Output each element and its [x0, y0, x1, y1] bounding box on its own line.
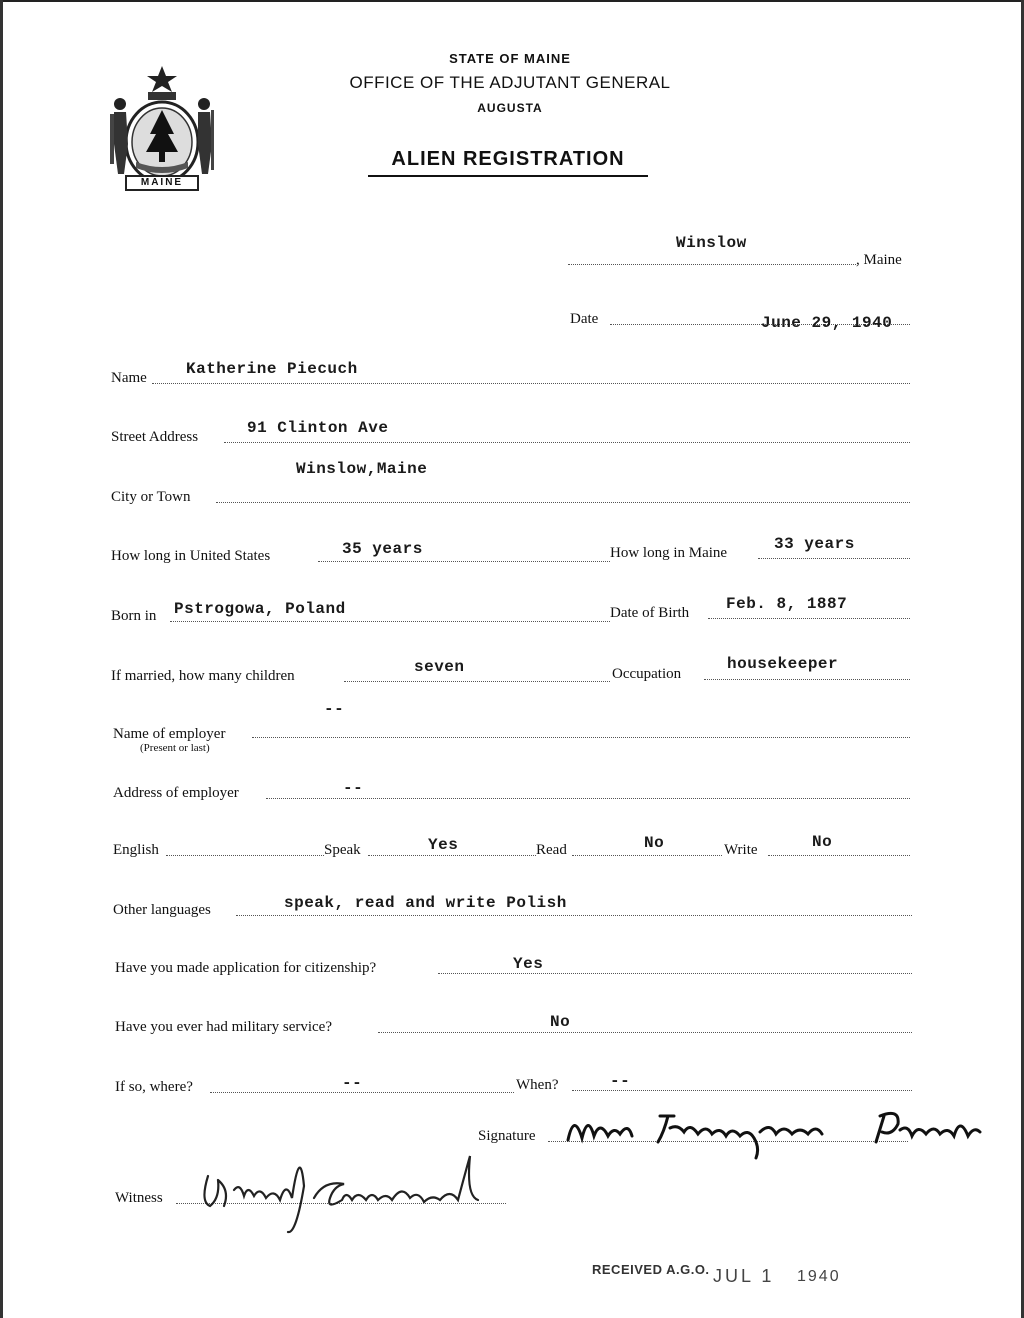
street-dotted-line — [224, 442, 910, 443]
employer-address-value: -- — [343, 779, 364, 797]
name-dotted-line — [152, 383, 910, 384]
write-value: No — [812, 833, 833, 851]
other-languages-label: Other languages — [113, 902, 211, 918]
state-seal-icon — [106, 64, 218, 192]
dob-label: Date of Birth — [610, 605, 690, 621]
title-underline — [368, 175, 648, 177]
citizenship-dotted-line — [438, 973, 912, 974]
children-label: If married, how many children — [111, 668, 295, 684]
maine-duration-label: How long in Maine — [610, 545, 728, 561]
born-in-label: Born in — [111, 608, 157, 624]
received-stamp-year: 1940 — [797, 1268, 841, 1285]
employer-address-dotted-line — [266, 798, 910, 799]
dob-value: Feb. 8, 1887 — [726, 595, 848, 613]
us-duration-value: 35 years — [342, 540, 423, 558]
born-in-value: Pstrogowa, Poland — [174, 600, 346, 618]
read-dotted-line — [572, 855, 722, 856]
signature-label: Signature — [478, 1128, 536, 1144]
citizenship-value: Yes — [513, 955, 544, 973]
english-dotted-line — [166, 855, 324, 856]
write-dotted-line — [768, 855, 910, 856]
occupation-dotted-line — [704, 679, 910, 680]
name-label: Name — [111, 370, 147, 386]
place-dotted-line — [568, 264, 856, 265]
header-state: STATE OF MAINE — [449, 51, 571, 66]
employer-label: Name of employer — [113, 726, 226, 742]
speak-dotted-line — [368, 855, 536, 856]
street-value: 91 Clinton Ave — [247, 419, 389, 437]
military-label: Have you ever had military service? — [115, 1019, 332, 1035]
military-value: No — [550, 1013, 571, 1031]
maine-duration-dotted-line — [758, 558, 910, 559]
when-label: When? — [516, 1077, 559, 1093]
dob-dotted-line — [708, 618, 910, 619]
street-label: Street Address — [111, 429, 199, 445]
when-dotted-line — [572, 1090, 912, 1091]
write-label: Write — [724, 842, 758, 858]
date-value: June 29, 1940 — [761, 314, 893, 332]
other-languages-value: speak, read and write Polish — [284, 894, 567, 912]
occupation-value: housekeeper — [727, 655, 839, 673]
signature-handwriting — [560, 1102, 1000, 1162]
witness-signature-handwriting — [196, 1140, 506, 1236]
header-office: OFFICE OF THE ADJUTANT GENERAL — [349, 73, 671, 92]
received-stamp: RECEIVED A.G.O. — [592, 1262, 710, 1277]
form-title: ALIEN REGISTRATION — [391, 148, 625, 170]
seal-banner-text: MAINE — [140, 177, 184, 188]
where-dotted-line — [210, 1092, 514, 1093]
scan-border-left — [0, 0, 3, 1318]
employer-value: -- — [324, 700, 345, 718]
witness-label: Witness — [115, 1190, 163, 1206]
where-value: -- — [342, 1074, 363, 1092]
employer-dotted-line — [252, 737, 910, 738]
speak-value: Yes — [428, 836, 459, 854]
place-value: Winslow — [676, 234, 747, 252]
us-duration-dotted-line — [318, 561, 610, 562]
header-city: AUGUSTA — [477, 101, 543, 115]
read-value: No — [644, 834, 665, 852]
children-dotted-line — [344, 681, 610, 682]
date-label: Date — [570, 311, 599, 327]
citizenship-label: Have you made application for citizenship? — [115, 960, 377, 976]
city-label: City or Town — [111, 489, 191, 505]
employer-address-label: Address of employer — [113, 785, 239, 801]
employer-sublabel: (Present or last) — [140, 742, 210, 754]
born-in-dotted-line — [170, 621, 610, 622]
scan-border-top — [0, 0, 1024, 2]
read-label: Read — [536, 842, 567, 858]
maine-duration-value: 33 years — [774, 535, 855, 553]
where-label: If so, where? — [115, 1079, 193, 1095]
place-suffix: , Maine — [856, 252, 902, 268]
military-dotted-line — [378, 1032, 912, 1033]
name-value: Katherine Piecuch — [186, 360, 358, 378]
city-dotted-line — [216, 502, 910, 503]
children-value: seven — [414, 658, 465, 676]
when-value: -- — [610, 1072, 631, 1090]
english-label: English — [113, 842, 159, 858]
city-value: Winslow,Maine — [296, 460, 428, 478]
occupation-label: Occupation — [612, 666, 682, 682]
received-stamp-date: JUL 1 — [713, 1266, 775, 1286]
other-languages-dotted-line — [236, 915, 912, 916]
speak-label: Speak — [324, 842, 361, 858]
us-duration-label: How long in United States — [111, 548, 271, 564]
